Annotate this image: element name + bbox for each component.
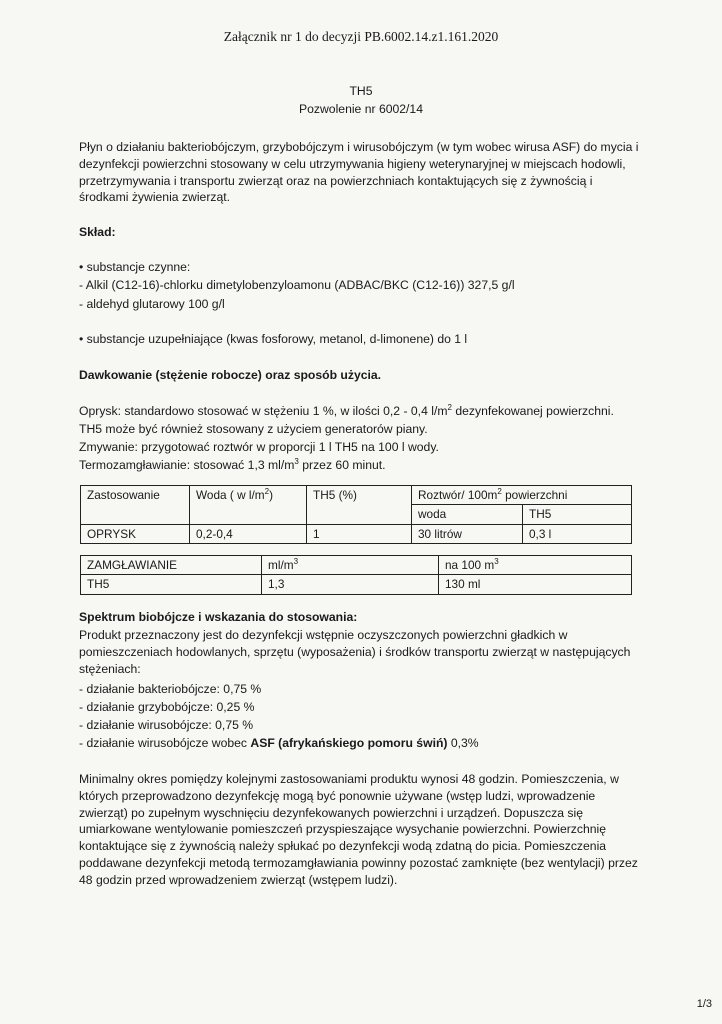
spectrum-item: - działanie wirusobójcze: 0,75 % xyxy=(79,718,254,732)
active-substances-label: • substancje czynne: xyxy=(79,260,191,274)
table-subheader-th5: TH5 xyxy=(523,505,632,524)
spectrum-text: Produkt przeznaczony jest do dezynfekcji wstępnie oczyszczonych powierzchni gładkich w pomieszczeniach hodowlanych, sprzętu (wyposażenia) i środków transportu zwierząt w następujących stężeniach: xyxy=(79,628,631,676)
table-row xyxy=(81,524,632,543)
table-subheader-water: woda xyxy=(412,505,523,524)
table-header-fogging: ZAMGŁAWIANIE xyxy=(81,556,262,575)
table-cell: 30 litrów xyxy=(412,524,523,543)
dosage-table xyxy=(80,485,632,544)
spectrum-item-asf: - działanie wirusobójcze wobec ASF (afrykańskiego pomoru świń) 0,3% xyxy=(79,736,479,750)
spectrum-item: - działanie bakteriobójcze: 0,75 % xyxy=(79,682,262,696)
table-header-th5: TH5 (%) xyxy=(307,486,412,525)
dosage-foam: TH5 może być również stosowany z użyciem generatorów piany. xyxy=(79,422,428,436)
table-row xyxy=(81,575,632,594)
interval-paragraph: Minimalny okres pomiędzy kolejnymi zastosowaniami produktu wynosi 48 godzin. Pomieszczenia, w których przeprowadzono dezynfekcję mogą być ponownie używane (wstęp ludzi, wprowadzenie zwierząt) po zupełnym wyschnięciu dezynfekowanych powierzchni i urządzeń. Dopuszcza się umiarkowane wentylowanie pomieszczeń przyspieszające wysychanie powierzchni. Powierzchnię kontaktujące się z żywnością należy spłukać po dezynfekcji wodą zdatną do picia. Pomieszczenia poddawane dezynfekcji metodą termozamgławiania powinny pozostać zamknięte (bez wentylacji) przez 48 godzin przed wprowadzeniem zwierząt (wstępem ludzi). xyxy=(79,772,638,887)
spectrum-heading: Spektrum biobójcze i wskazania do stosowania: xyxy=(79,610,358,624)
dosage-heading: Dawkowanie (stężenie robocze) oraz sposób użycia. xyxy=(79,368,382,382)
table-header-use: Zastosowanie xyxy=(81,486,190,525)
table-header-solution: Roztwór/ $100m^2$ powierzchni xyxy=(412,486,632,505)
spectrum-item: - działanie grzybobójcze: 0,25 % xyxy=(79,700,255,714)
composition-heading: Skład: xyxy=(79,225,116,239)
table-cell: OPRYSK xyxy=(81,524,190,543)
dosage-fogging: Termozamgławianie: stosować 1,3 $ml/m^3$ przez 60 minut. xyxy=(79,456,386,472)
table-header-per-volume: na 100 $m^3$ xyxy=(439,556,632,575)
table-cell: 0,3 l xyxy=(523,524,632,543)
fogging-table xyxy=(80,555,632,595)
permit-number: Pozwolenie nr 6002/14 xyxy=(299,102,423,116)
document-header: Załącznik nr 1 do decyzji PB.6002.14.z1.161.2020 xyxy=(223,29,499,44)
table-cell: 1,3 xyxy=(262,575,439,594)
table-cell: 1 xyxy=(307,524,412,543)
table-header-water: Woda ( w $l/m^2$) xyxy=(190,486,307,525)
intro-paragraph: Płyn o działaniu bakteriobójczym, grzybobójczym i wirusobójczym (w tym wobec wirusa ASF) do mycia i dezynfekcji powierzchni stosowany w celu utrzymywania higieny weterynaryjnej w miejscach hodowli, przetrzymywania i transportu zwierząt oraz na powierzchniach kontaktujących się z żywnością i środkami żywienia zwierząt. xyxy=(79,140,639,205)
active-substance-item: - aldehyd glutarowy 100 g/l xyxy=(79,297,225,311)
table-cell: 0,2-0,4 xyxy=(190,524,307,543)
page-number: 1/3 xyxy=(696,997,712,1010)
table-cell: TH5 xyxy=(81,575,262,594)
product-title: TH5 xyxy=(349,84,373,98)
table-header-ml: $ml/m^3$ xyxy=(262,556,439,575)
dosage-wash: Zmywanie: przygotować roztwór w proporcji 1 l TH5 na 100 l wody. xyxy=(79,440,439,454)
auxiliary-substances: • substancje uzupełniające (kwas fosforowy, metanol, d-limonene) do 1 l xyxy=(79,332,468,346)
table-cell: 130 ml xyxy=(439,575,632,594)
active-substance-item: - Alkil (C12-16)-chlorku dimetylobenzyloamonu (ADBAC/BKC (C12-16)) 327,5 g/l xyxy=(79,278,515,292)
dosage-spray: Oprysk: standardowo stosować w stężeniu 1 %, w ilości 0,2 - 0,4 $l/m^2$ dezynfekowanej powierzchni. xyxy=(79,402,614,418)
